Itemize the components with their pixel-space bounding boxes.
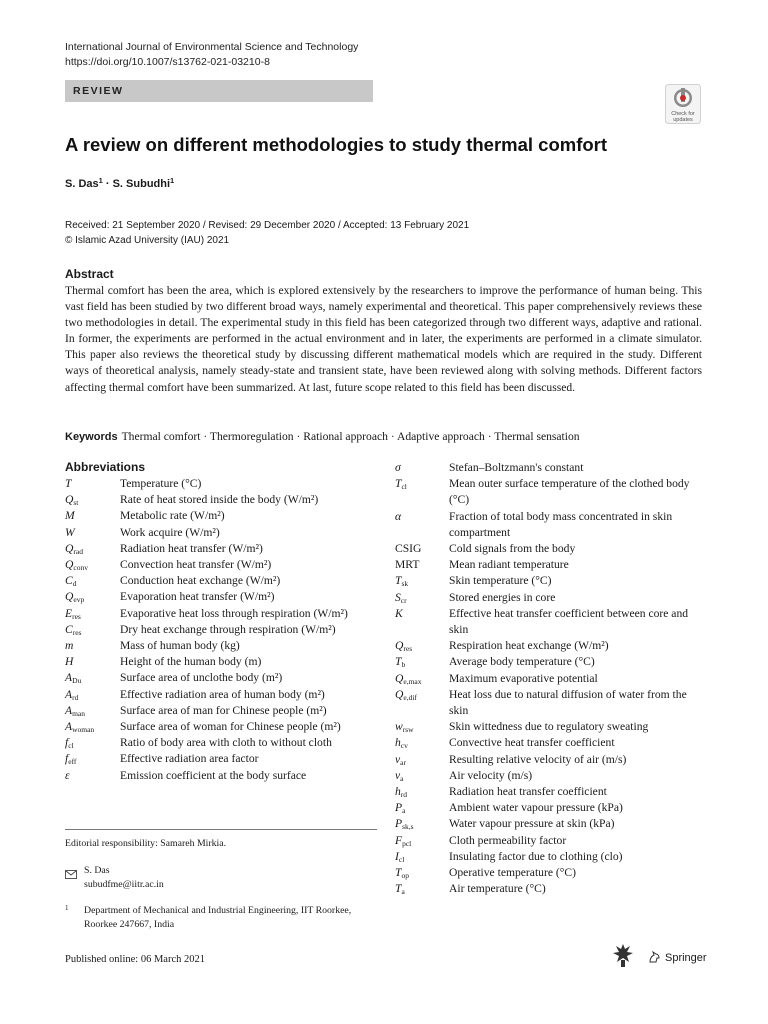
abbreviation-symbol [395, 654, 449, 670]
abbreviation-description: Effective radiation area factor [120, 752, 259, 766]
symbol-subscript: sk,s [402, 822, 414, 832]
abbreviation-row [65, 768, 377, 784]
abbreviation-row [395, 590, 707, 606]
abbreviation-row [65, 492, 377, 508]
category-label: REVIEW [73, 85, 124, 97]
abbreviation-row [395, 654, 707, 670]
symbol-base: P [395, 817, 403, 831]
symbol-subscript: cl [398, 854, 405, 864]
abbreviation-symbol [65, 638, 120, 654]
check-updates-text-2: updates [673, 117, 693, 123]
abbreviation-row [65, 508, 377, 524]
abbreviation-description: Skin wittedness due to regulatory sweating [449, 720, 649, 734]
abbreviation-symbol [395, 784, 449, 800]
check-updates-text-1: Check for [671, 111, 695, 117]
symbol-base: f [65, 736, 69, 750]
abbreviation-row [395, 638, 707, 654]
abbreviation-row [65, 654, 377, 670]
symbol-subscript: res [72, 611, 81, 621]
symbol-subscript: a [402, 806, 406, 816]
symbol-subscript: eff [68, 757, 77, 767]
symbol-base: MRT [395, 558, 420, 572]
abbreviation-symbol [65, 573, 120, 589]
symbol-subscript: b [401, 660, 406, 670]
symbol-subscript: d [72, 579, 77, 589]
abbreviation-row [395, 719, 707, 735]
symbol-base: T [65, 477, 72, 490]
symbol-base: Q [395, 639, 404, 653]
footnote-divider [65, 829, 377, 830]
abbreviation-description: Dry heat exchange through respiration (W/m²) [120, 622, 336, 636]
abbreviation-symbol [395, 752, 449, 768]
symbol-subscript: cr [400, 595, 407, 605]
abbreviation-row [395, 881, 707, 897]
abbreviation-description: Surface area of man for Chinese people (m²) [120, 703, 327, 717]
symbol-subscript: a [401, 887, 405, 897]
abbreviation-row [65, 670, 377, 686]
abbreviation-symbol [395, 557, 449, 573]
abbreviation-symbol [395, 833, 449, 849]
abbreviation-description: Radiation heat transfer (W/m²) [120, 541, 263, 555]
abbreviation-description: Stefan–Boltzmann's constant [449, 461, 584, 474]
editorial-note: Editorial responsibility: Samareh Mirkia. [65, 838, 227, 849]
abbreviation-description: Mass of human body (kg) [120, 639, 240, 653]
abbreviation-symbol [65, 687, 120, 703]
symbol-base: T [395, 882, 402, 896]
symbol-subscript: rad [73, 546, 83, 556]
author-separator: · [102, 178, 113, 190]
symbol-base: v [395, 752, 401, 766]
symbol-base: Q [65, 558, 74, 572]
symbol-subscript: conv [73, 563, 88, 573]
abbreviation-symbol [395, 865, 449, 881]
abbreviation-description: Emission coefficient at the body surface [120, 768, 307, 782]
abbreviation-description: Heat loss due to natural diffusion of water from the skin [449, 687, 687, 718]
author-affil-sup: 1 [98, 176, 103, 185]
abbreviation-row [395, 735, 707, 751]
abbreviation-description: Ratio of body area with cloth to without cloth [120, 736, 332, 750]
symbol-base: Q [65, 590, 74, 604]
abbreviation-symbol [395, 476, 449, 508]
abbreviation-description: Maximum evaporative potential [449, 671, 598, 685]
journal-header [65, 40, 358, 70]
abbreviation-row [395, 557, 707, 573]
abbreviation-row [395, 784, 707, 800]
abbreviation-row [395, 509, 707, 541]
publisher-name: Springer [665, 951, 707, 964]
abbreviation-row [65, 622, 377, 638]
copyright-line: © Islamic Azad University (IAU) 2021 [65, 235, 230, 246]
category-bar [65, 80, 373, 102]
abbreviation-row [65, 735, 377, 751]
symbol-subscript: ar [400, 757, 406, 767]
corresponding-name: S. Das [84, 865, 110, 876]
abbreviation-symbol [65, 654, 120, 670]
abbreviation-row [65, 703, 377, 719]
springer-logo [648, 951, 707, 964]
corresponding-author [84, 864, 164, 891]
corresponding-email[interactable]: subudfme@iitr.ac.in [84, 878, 164, 890]
abbreviation-description: Insulating factor due to clothing (clo) [449, 849, 623, 863]
abbreviation-symbol [65, 622, 120, 638]
symbol-base: Q [395, 671, 404, 685]
abbreviation-description: Effective heat transfer coefficient between core and skin [449, 606, 689, 637]
symbol-base: M [65, 509, 75, 523]
abbreviation-row [395, 476, 707, 508]
symbol-base: I [395, 849, 399, 863]
symbol-base: T [395, 866, 402, 880]
check-for-updates-badge[interactable] [665, 84, 701, 124]
abbreviation-description: Operative temperature (°C) [449, 866, 576, 880]
abbreviation-symbol [65, 670, 120, 686]
symbol-base: Q [395, 687, 404, 701]
symbol-subscript: man [72, 708, 86, 718]
abbreviation-symbol [65, 557, 120, 573]
abbreviation-description: Respiration heat exchange (W/m²) [449, 639, 609, 653]
abbreviation-symbol [395, 735, 449, 751]
symbol-subscript: Du [72, 676, 82, 686]
abbreviation-symbol [395, 460, 449, 476]
springer-horse-icon [648, 951, 661, 964]
abbreviations-heading: Abbreviations [65, 460, 146, 474]
symbol-base: ε [65, 768, 70, 782]
abbreviation-row [395, 606, 707, 638]
symbol-base: P [395, 801, 403, 815]
abbreviation-symbol [65, 703, 120, 719]
symbol-base: E [65, 606, 73, 620]
abbreviation-symbol [395, 849, 449, 865]
abbreviations-left-column [65, 476, 377, 784]
abbreviation-row [395, 768, 707, 784]
abbreviation-description: Ambient water vapour pressure (kPa) [449, 801, 623, 815]
symbol-base: α [395, 509, 402, 523]
abbreviation-symbol [395, 573, 449, 589]
abbreviation-description: Air temperature (°C) [449, 882, 546, 896]
symbol-subscript: cv [400, 741, 408, 751]
abbreviation-description: Skin temperature (°C) [449, 574, 552, 588]
abbreviation-row [395, 671, 707, 687]
symbol-subscript: st [73, 498, 79, 508]
abbreviation-description: Radiation heat transfer coefficient [449, 785, 607, 799]
abbreviation-row [395, 541, 707, 557]
symbol-subscript: rd [400, 790, 408, 800]
abbreviation-row [395, 687, 707, 719]
abbreviation-symbol [395, 881, 449, 897]
symbol-subscript: rd [72, 692, 79, 702]
symbol-base: A [65, 671, 73, 685]
keywords-label: Keywords [65, 431, 118, 443]
abbreviation-symbol [395, 509, 449, 541]
abbreviation-description: Metabolic rate (W/m²) [120, 509, 225, 523]
symbol-base: A [65, 687, 73, 701]
symbol-base: T [395, 655, 402, 669]
symbol-subscript: a [400, 773, 404, 783]
abbreviation-symbol [395, 816, 449, 832]
abbreviation-description: Fraction of total body mass concentrated in skin compartment [449, 509, 673, 539]
abbreviation-description: Resulting relative velocity of air (m/s) [449, 752, 627, 766]
symbol-base: T [395, 574, 402, 588]
affiliation-number: 1 [65, 904, 69, 912]
symbol-base: v [395, 768, 401, 782]
abbreviation-symbol [65, 492, 120, 508]
author-name[interactable]: S. Das [65, 178, 99, 190]
abbreviation-symbol [395, 671, 449, 687]
symbol-base: A [65, 720, 73, 734]
abbreviation-description: Stored energies in core [449, 590, 556, 604]
symbol-subscript: e,dif [403, 692, 417, 702]
keywords-text: Thermal comfort · Thermoregulation · Rational approach · Adaptive approach · Thermal sensation [121, 430, 580, 443]
author-name[interactable]: S. Subudhi [112, 178, 171, 190]
symbol-base: K [395, 606, 403, 620]
abbreviation-description: Evaporative heat loss through respiration (W/m²) [120, 606, 348, 620]
symbol-base: h [395, 736, 401, 750]
abstract-text: Thermal comfort has been the area, which is explored extensively by the researchers to improve the performance of human being. This vast field has been studied by two different broad ways, namely experimental and theoretical. This paper comprehensively reviews these two methodologies in detail. The experimental study in this field has been categorized through two different ways, adaptive and rational. In former, the experiments are performed in the actual environment and in later, the experiments are performed in a climate simulator. This paper also reviews the theoretical study by discussing different mathematical models which are required in the study. Different ways of theoretical analysis, namely steady-state and transient state, have been reviewed along with solving methods. Different factors affecting thermal comfort have been summarized. At last, future scope related to this field has been discussed. [65, 284, 702, 394]
journal-name: International Journal of Environmental Science and Technology [65, 41, 359, 53]
abbreviation-row [65, 589, 377, 605]
abbreviation-row [65, 476, 377, 492]
symbol-base: f [65, 752, 69, 766]
symbol-subscript: pcl [402, 838, 412, 848]
abbreviation-symbol [65, 768, 120, 784]
abbreviation-row [65, 719, 377, 735]
symbol-base: T [395, 477, 402, 491]
abbreviation-symbol [65, 541, 120, 557]
abbreviation-row [65, 687, 377, 703]
abbreviation-description: Mean outer surface temperature of the clothed body (°C) [449, 477, 690, 507]
dates-line: Received: 21 September 2020 / Revised: 29 December 2020 / Accepted: 13 February 2021 [65, 220, 470, 231]
article-history [65, 218, 469, 248]
abbreviation-description: Convective heat transfer coefficient [449, 736, 615, 750]
abbreviation-row [395, 752, 707, 768]
paper-title: A review on different methodologies to study thermal comfort [65, 134, 608, 155]
author-list [65, 178, 174, 190]
abbreviation-description: Water vapour pressure at skin (kPa) [449, 817, 615, 831]
symbol-base: Q [65, 493, 74, 507]
abbreviation-description: Average body temperature (°C) [449, 655, 595, 669]
author-affil-sup: 1 [170, 176, 175, 185]
abbreviation-symbol [395, 800, 449, 816]
abbreviation-description: Cold signals from the body [449, 542, 576, 556]
abbreviation-symbol [395, 719, 449, 735]
symbol-base: w [395, 720, 403, 734]
envelope-icon [65, 866, 79, 876]
symbol-subscript: e,max [403, 676, 422, 686]
abbreviation-symbol [65, 589, 120, 605]
abbreviation-row [65, 525, 377, 541]
abbreviation-symbol [395, 768, 449, 784]
abbreviation-symbol [65, 751, 120, 767]
symbol-subscript: cl [68, 741, 74, 751]
symbol-subscript: res [403, 644, 413, 654]
abbreviation-description: Cloth permeability factor [449, 833, 567, 847]
abbreviation-row [65, 751, 377, 767]
abbreviation-row [65, 557, 377, 573]
abbreviation-description: Air velocity (m/s) [449, 768, 533, 782]
abbreviation-row [65, 606, 377, 622]
symbol-base: S [395, 590, 401, 604]
abbreviation-row [395, 865, 707, 881]
abbreviation-description: Convection heat transfer (W/m²) [120, 558, 272, 572]
symbol-base: h [395, 785, 401, 799]
abbreviation-symbol [65, 735, 120, 751]
symbol-base: CSIG [395, 542, 422, 556]
symbol-subscript: cl [401, 482, 407, 492]
abbreviation-symbol [65, 476, 120, 492]
symbol-base: m [65, 639, 74, 653]
symbol-subscript: res [72, 627, 82, 637]
abbreviation-row [395, 800, 707, 816]
abbreviation-symbol [65, 525, 120, 541]
symbol-subscript: sk [401, 579, 409, 589]
abbreviation-symbol [395, 638, 449, 654]
iau-logo-icon [612, 942, 634, 973]
abbreviation-symbol [395, 606, 449, 638]
abbreviation-symbol [395, 590, 449, 606]
abbreviation-row [395, 460, 707, 476]
symbol-base: F [395, 833, 403, 847]
check-for-updates-icon [665, 84, 701, 124]
symbol-subscript: rsw [402, 725, 414, 735]
symbol-subscript: op [401, 871, 409, 881]
symbol-base: W [65, 525, 75, 539]
symbol-base: Q [65, 541, 74, 555]
abbreviation-symbol [65, 719, 120, 735]
abbreviation-description: Conduction heat exchange (W/m²) [120, 574, 281, 588]
symbol-base: C [65, 622, 73, 636]
affiliation-text: Department of Mechanical and Industrial Engineering, IIT Roorkee, Roorkee 247667, India [84, 905, 352, 930]
abbreviation-row [395, 849, 707, 865]
abbreviation-description: Evaporation heat transfer (W/m²) [120, 590, 275, 604]
abbreviation-description: Temperature (°C) [120, 477, 202, 490]
abbreviations-right-column [395, 460, 707, 897]
abbreviation-row [65, 573, 377, 589]
abbreviation-symbol [395, 541, 449, 557]
abbreviation-description: Effective radiation area of human body (m²) [120, 687, 325, 701]
symbol-base: σ [395, 461, 401, 474]
symbol-base: A [65, 703, 73, 717]
symbol-base: H [65, 655, 74, 669]
abbreviation-row [65, 541, 377, 557]
abbreviation-description: Mean radiant temperature [449, 558, 569, 572]
symbol-subscript: woman [72, 725, 95, 735]
abstract-heading: Abstract [65, 267, 114, 281]
abbreviation-row [395, 573, 707, 589]
abbreviation-symbol [65, 606, 120, 622]
abbreviation-symbol [395, 687, 449, 719]
abbreviation-symbol [65, 508, 120, 524]
symbol-subscript: evp [73, 595, 85, 605]
keywords-line [65, 430, 580, 443]
doi-link[interactable]: https://doi.org/10.1007/s13762-021-03210-8 [65, 56, 270, 68]
abbreviation-description: Height of the human body (m) [120, 655, 262, 669]
abbreviation-row [395, 833, 707, 849]
abbreviation-row [395, 816, 707, 832]
symbol-base: C [65, 574, 73, 588]
abbreviation-description: Surface area of unclothe body (m²) [120, 671, 283, 685]
abbreviation-row [65, 638, 377, 654]
abbreviation-description: Work acquire (W/m²) [120, 525, 220, 539]
abbreviation-description: Rate of heat stored inside the body (W/m²) [120, 493, 319, 507]
abbreviation-description: Surface area of woman for Chinese people (m²) [120, 720, 341, 734]
published-date: Published online: 06 March 2021 [65, 954, 205, 965]
